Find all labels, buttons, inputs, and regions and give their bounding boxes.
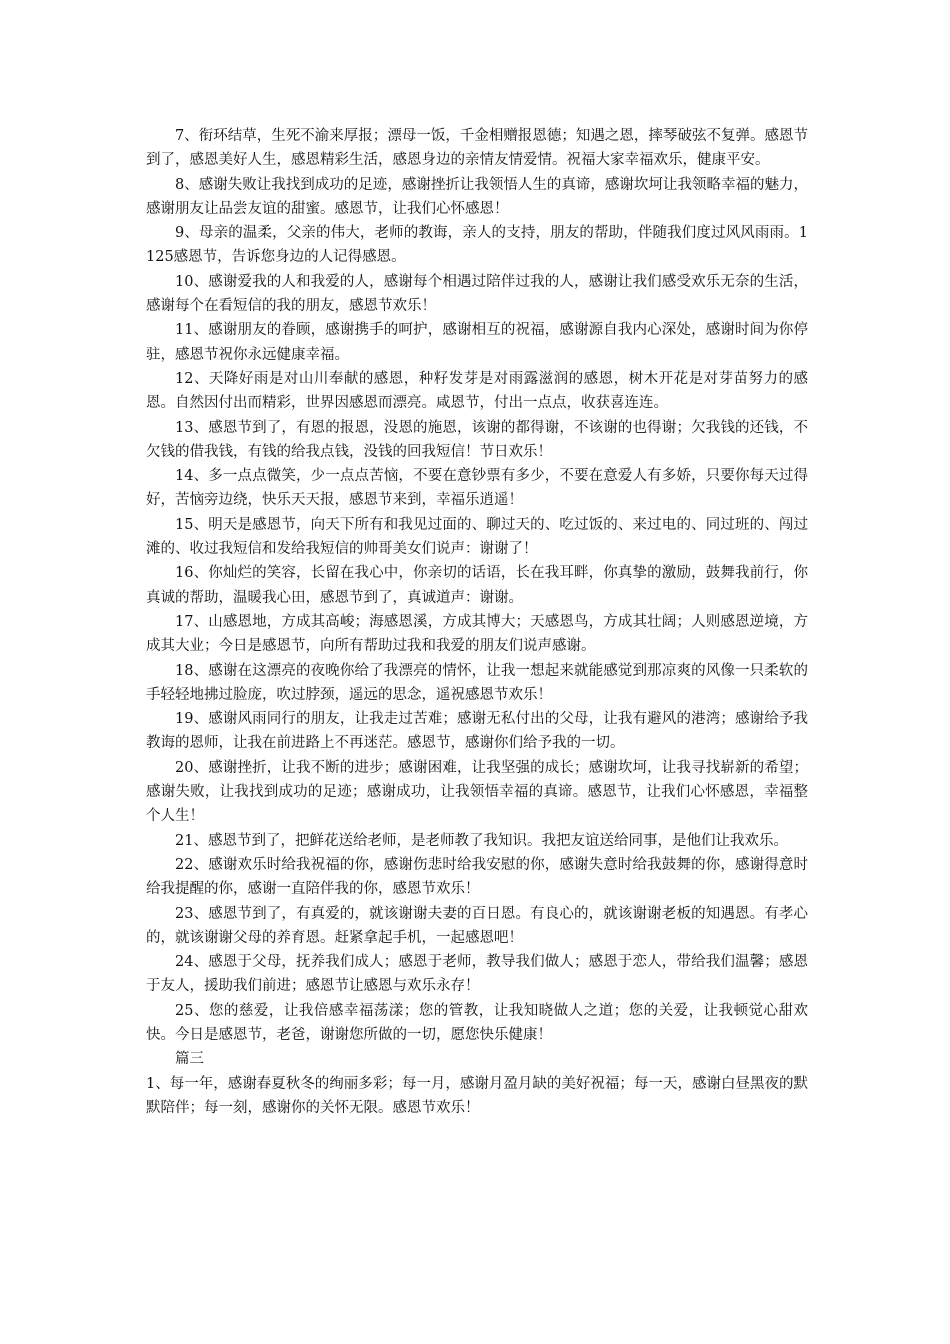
- paragraph-22: 22、感谢欢乐时给我祝福的你，感谢伤悲时给我安慰的你，感谢失意时给我鼓舞的你，感谢得意时给我提醒的你，感谢一直陪伴我的你，感恩节欢乐！: [146, 856, 808, 898]
- paragraph-7: 7、衔环结草，生死不渝来厚报；漂母一饭，千金相赠报恩德；知遇之恩，摔琴破弦不复弹。感恩节到了，感恩美好人生，感恩精彩生活，感恩身边的亲情友情爱情。祝福大家幸福欢乐，健康平安。: [146, 128, 808, 169]
- paragraph-24: 24、感恩于父母，抚养我们成人；感恩于老师，教导我们做人；感恩于恋人，带给我们温馨；感恩于友人，援助我们前进；感恩节让感恩与欢乐永存！: [146, 954, 808, 995]
- paragraph-13: 13、感恩节到了，有恩的报恩，没恩的施恩，该谢的都得谢，不该谢的也得谢；欠我钱的还钱，不欠钱的借我钱，有钱的给我点钱，没钱的回我短信！节日欢乐！: [146, 419, 808, 460]
- paragraph-23: 23、感恩节到了，有真爱的，就该谢谢夫妻的百日恩。有良心的，就该谢谢老板的知遇恩。有孝心的，就该谢谢父母的养育恩。赶紧拿起手机，一起感恩吧！: [146, 905, 808, 946]
- paragraph-18: 18、感谢在这漂亮的夜晚你给了我漂亮的情怀，让我一想起来就能感觉到那凉爽的风像一只柔软的手轻轻地拂过脸庞，吹过脖颈，遥远的思念，遥祝感恩节欢乐！: [146, 662, 808, 703]
- paragraph-14: 14、多一点点微笑，少一点点苦恼，不要在意钞票有多少，不要在意爱人有多娇，只要你每天过得好，苦恼旁边绕，快乐天天报，感恩节来到，幸福乐逍遥！: [146, 468, 808, 509]
- paragraph-25: 25、您的慈爱，让我倍感幸福荡漾；您的管教，让我知晓做人之道；您的关爱，让我顿觉心甜欢快。今日是感恩节，老爸，谢谢您所做的一切，愿您快乐健康！: [146, 1002, 808, 1043]
- section-title: 篇三: [175, 1051, 204, 1068]
- paragraph-17: 17、山感恩地，方成其高峻；海感恩溪，方成其博大；天感恩鸟，方成其壮阔；人则感恩逆境，方成其大业；今日是感恩节，向所有帮助过我和我爱的朋友们说声感谢。: [146, 613, 808, 655]
- paragraph-11: 11、感谢朋友的眷顾，感谢携手的呵护，感谢相互的祝福，感谢源自我内心深处，感谢时间为你停驻，感恩节祝你永远健康幸福。: [146, 322, 808, 363]
- paragraph-15: 15、明天是感恩节，向天下所有和我见过面的、聊过天的、吃过饭的、来过电的、同过班的、闯过滩的、收过我短信和发给我短信的帅哥美女们说声：谢谢了！: [146, 516, 808, 558]
- paragraph-8: 8、感谢失败让我找到成功的足迹，感谢挫折让我领悟人生的真谛，感谢坎坷让我领略幸福的魅力，感谢朋友让品尝友谊的甜蜜。感恩节，让我们心怀感恩！: [146, 176, 808, 217]
- paragraph-20: 20、感谢挫折，让我不断的进步；感谢困难，让我坚强的成长；感谢坎坷，让我寻找崭新的希望；感谢失败，让我找到成功的足迹；感谢成功，让我领悟幸福的真谛。感恩节，让我们心怀感恩，幸福整个人生！: [146, 759, 808, 825]
- paragraph-10: 10、感谢爱我的人和我爱的人，感谢每个相遇过陪伴过我的人，感谢让我们感受欢乐无奈的生活，感谢每个在看短信的我的朋友，感恩节欢乐！: [146, 273, 808, 315]
- paragraph-19: 19、感谢风雨同行的朋友，让我走过苦难；感谢无私付出的父母，让我有避风的港湾；感谢给予我教诲的恩师，让我在前进路上不再迷茫。感恩节，感谢你们给予我的一切。: [146, 711, 808, 752]
- document-page: [146, 124, 808, 1120]
- paragraph-12: 12、天降好雨是对山川奉献的感恩，种籽发芽是对雨露滋润的感恩，树木开花是对芽苗努力的感恩。自然因付出而精彩，世界因感恩而漂亮。咸恩节，付出一点点，收获喜连连。: [146, 370, 808, 412]
- section-paragraph-1: 1、每一年，感谢春夏秋冬的绚丽多彩；每一月，感谢月盈月缺的美好祝福；每一天，感谢白昼黑夜的默默陪伴；每一刻，感谢你的关怀无限。感恩节欢乐！: [146, 1075, 808, 1116]
- paragraph-16: 16、你灿烂的笑容，长留在我心中，你亲切的话语，长在我耳畔，你真挚的激励，鼓舞我前行，你真诚的帮助，温暖我心田，感恩节到了，真诚道声：谢谢。: [146, 565, 808, 606]
- paragraph-9: 9、母亲的温柔，父亲的伟大，老师的教诲，亲人的支持，朋友的帮助，伴随我们度过风风雨雨。1125感恩节，告诉您身边的人记得感恩。: [146, 225, 808, 266]
- paragraph-21: 21、感恩节到了，把鲜花送给老师，是老师教了我知识。我把友谊送给同事，是他们让我欢乐。: [175, 832, 788, 849]
